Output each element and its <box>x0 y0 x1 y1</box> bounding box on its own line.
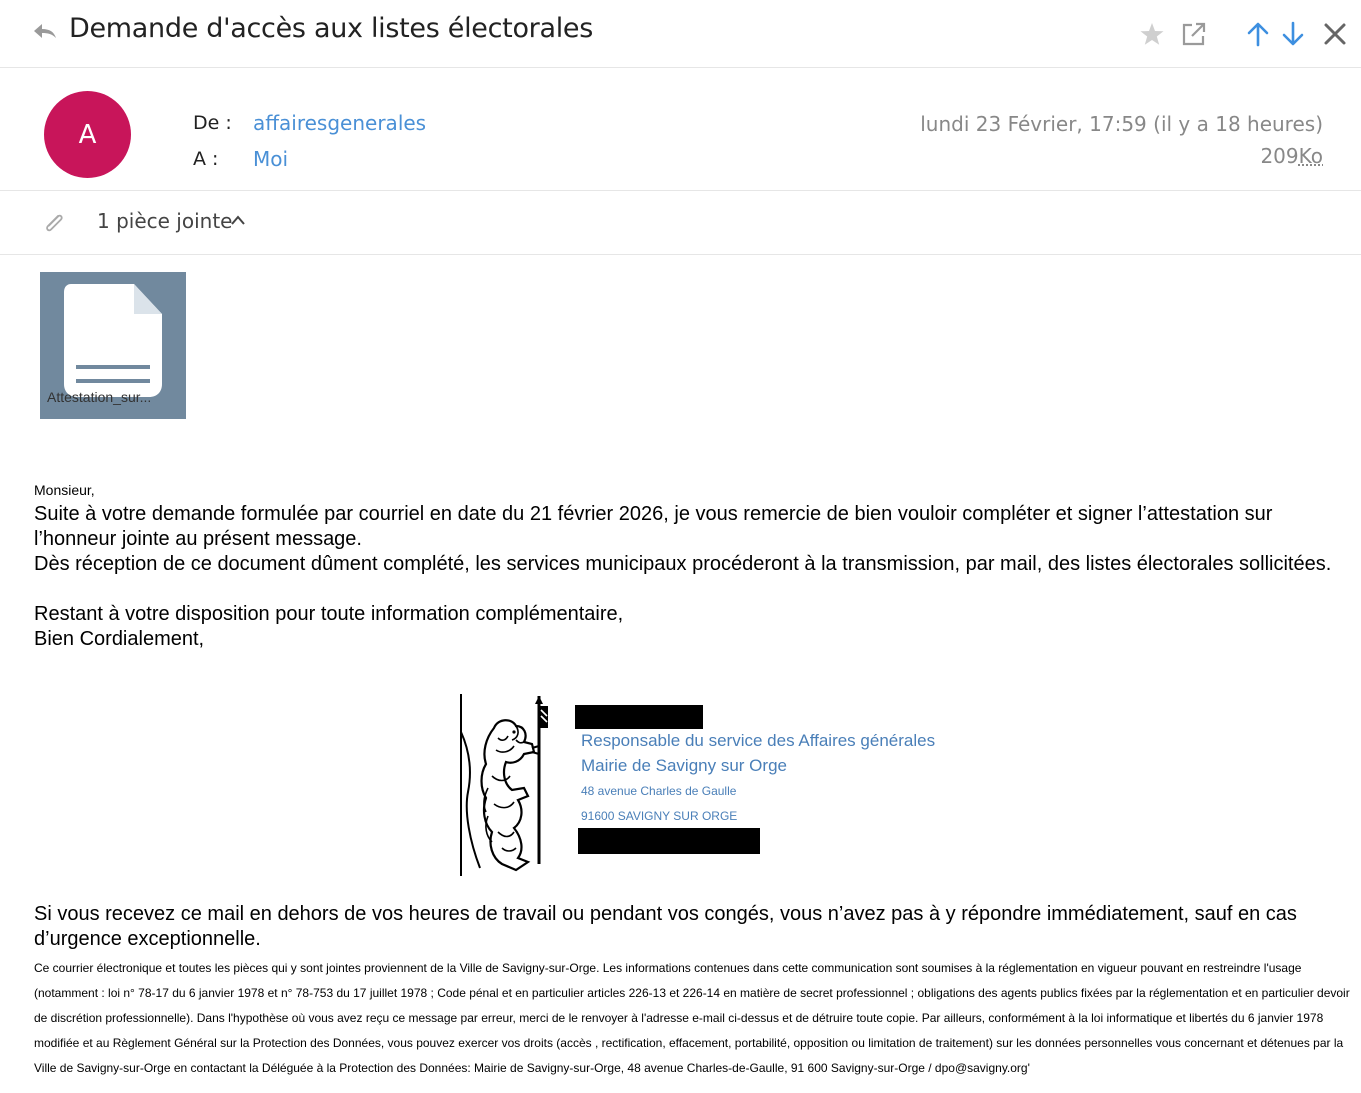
attachment-count: 1 pièce jointe <box>97 209 233 233</box>
from-label: De : <box>193 112 232 134</box>
attachment-thumbnail[interactable] <box>40 272 186 419</box>
close-icon[interactable] <box>1321 20 1349 48</box>
message-header <box>0 68 1361 191</box>
attachment-name: Attestation_sur... <box>47 389 152 405</box>
redacted-name-block <box>575 705 703 729</box>
message-subject: Demande d'accès aux listes électorales <box>69 13 593 44</box>
out-of-hours-notice: Si vous recevez ce mail en dehors de vos heures de travail ou pendant vos congés, vous n’avez pas à y répondre immédiatement, sauf en cas d’urgence exceptionnelle. <box>34 903 1297 950</box>
message-date: lundi 23 Février, 17:59 (il y a 18 heures) <box>920 112 1323 136</box>
star-icon[interactable] <box>1138 20 1166 48</box>
avatar: A <box>44 91 131 178</box>
reply-icon[interactable] <box>32 20 58 42</box>
paragraph-2: Dès réception de ce document dûment complété, les services municipaux procéderont à la transmission, par mail, des listes électorales sollicitées. <box>34 553 1332 575</box>
signature-city: 91600 SAVIGNY SUR ORGE <box>581 809 738 823</box>
signature-organisation: Mairie de Savigny sur Orge <box>581 756 787 775</box>
message-toolbar <box>0 0 1361 68</box>
chevron-up-icon[interactable] <box>230 213 246 227</box>
arrow-up-icon[interactable] <box>1244 20 1272 48</box>
size-number: 209 <box>1260 144 1299 168</box>
legal-disclaimer: Ce courrier électronique et toutes les pièces qui y sont jointes proviennent de la Ville de Savigny-sur-Orge. Les informations contenues dans cette communication sont soumises à la réglementation en vigueur pouvant en restreindre l'usage (notamment : loi n° 78-17 du 6 janvier 1978 et n° 78-753 du 17 juillet 1978 ; Code pénal et en particulier articles 226-13 et 226-14 en matière de secret professionnel ; obligations des agents publics fixées par la réglementation et en particulier devoir de discrétion professionnelle). Dans l'hypothèse où vous avez reçu ce message par erreur, merci de le renvoyer à l'adresse e-mail ci-dessus et de détruire toute copie. Par ailleurs, conformément à la loi informatique et libertés du 6 janvier 1978 modifiée et au Règlement Général sur la Protection des Données, vous pouvez exercer vos droits (accès , rectification, effacement, portabilité, opposition ou limitation de traitement) sur les données personnelles vous concernant et détenues par la Ville de Savigny-sur-Orge en contactant la Déléguée à la Protection des Données: Mairie de Savigny-sur-Orge, 48 avenue Charles-de-Gaulle, 91 600 Savigny-sur-Orge / dpo@savigny.org' <box>34 961 1350 1075</box>
redacted-contact-block <box>578 828 760 854</box>
message-size <box>1260 144 1323 168</box>
paragraph-3: Restant à votre disposition pour toute information complémentaire, <box>34 603 624 625</box>
arrow-down-icon[interactable] <box>1279 20 1307 48</box>
recipient-link[interactable]: Moi <box>253 147 289 171</box>
sender-link[interactable]: affairesgenerales <box>253 111 427 135</box>
city-lion-emblem-logo <box>458 692 550 878</box>
signature-role: Responsable du service des Affaires générales <box>581 731 936 750</box>
paragraph-1: Suite à votre demande formulée par courriel en date du 21 février 2026, je vous remercie de bien vouloir compléter et signer l’attestation sur l’honneur jointe au présent message. <box>34 503 1273 550</box>
paragraph-4: Bien Cordialement, <box>34 628 205 650</box>
attachments-bar[interactable] <box>0 191 1361 255</box>
open-external-icon[interactable] <box>1180 20 1208 48</box>
size-unit: Ko <box>1298 144 1323 168</box>
to-label: A : <box>193 148 219 170</box>
signature-street: 48 avenue Charles de Gaulle <box>581 784 737 798</box>
greeting: Monsieur, <box>34 482 95 498</box>
paperclip-icon <box>42 210 66 236</box>
